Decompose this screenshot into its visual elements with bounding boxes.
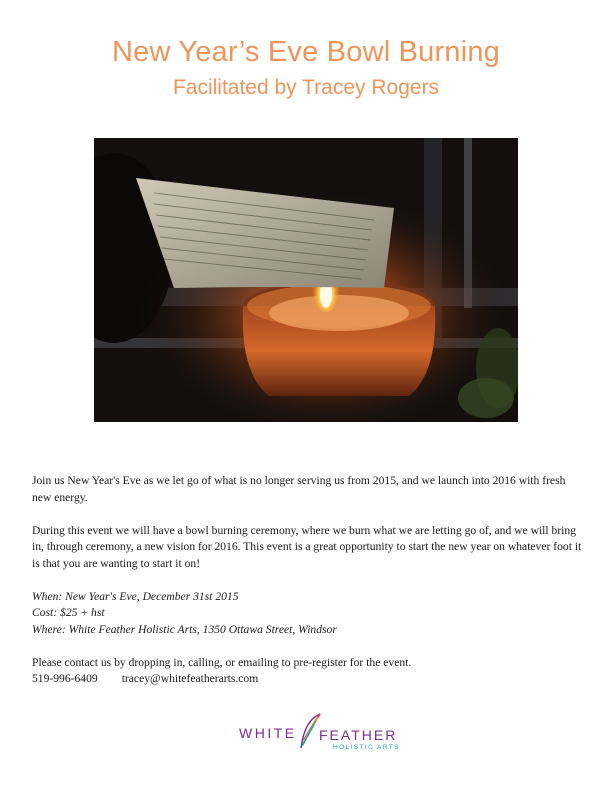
event-cost: Cost: $25 + hst bbox=[32, 606, 105, 619]
contact-phone[interactable]: 519-996-6409 bbox=[32, 672, 98, 685]
logo-word-white: WHITE bbox=[239, 725, 297, 741]
event-details bbox=[32, 589, 584, 639]
contact-section bbox=[32, 655, 584, 688]
logo-word-feather: FEATHER bbox=[319, 727, 398, 743]
intro-paragraph: Join us New Year's Eve as we let go of what is no longer serving us from 2015, and we launch into 2016 with fresh new energy. bbox=[32, 474, 566, 504]
logo-tagline: HOLISTIC ARTS bbox=[333, 744, 400, 751]
contact-intro: Please contact us by dropping in, calling, or emailing to pre-register for the event. bbox=[32, 655, 412, 669]
event-description bbox=[32, 473, 584, 688]
event-where: Where: White Feather Holistic Arts, 1350 Ottawa Street, Windsor bbox=[32, 622, 337, 636]
ceremony-paragraph: During this event we will have a bowl burning ceremony, where we burn what we are letting go of, and we will bring in, through ceremony, a new vision for 2016. This event is a great opportunity to start the new year on whatever foot it is that you are wanting to start it on! bbox=[32, 523, 582, 570]
white-feather-logo bbox=[0, 712, 612, 760]
page-title: New Year’s Eve Bowl Burning bbox=[112, 36, 500, 68]
page-subtitle: Facilitated by Tracey Rogers bbox=[172, 76, 440, 99]
contact-line bbox=[32, 671, 584, 688]
candle-photo bbox=[94, 138, 518, 422]
contact-email[interactable]: tracey@whitefeatherarts.com bbox=[121, 672, 259, 685]
event-when: When: New Year's Eve, December 31st 2015 bbox=[32, 589, 239, 603]
